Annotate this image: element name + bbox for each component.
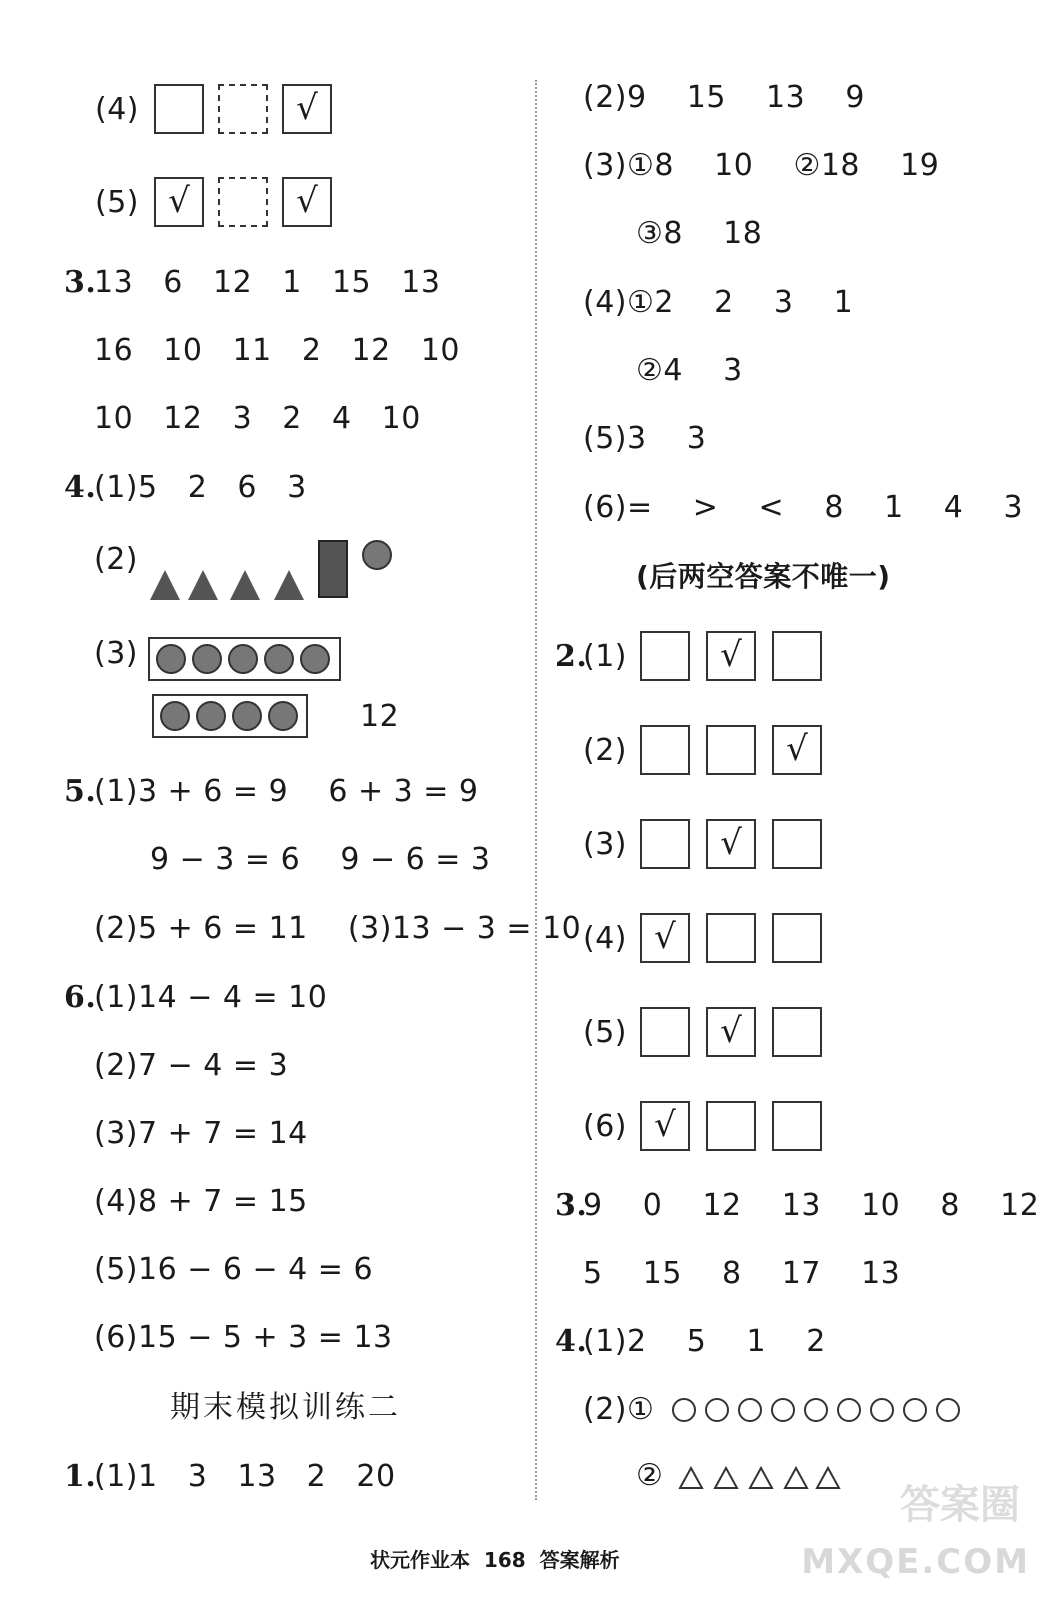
triangle-outline	[783, 1466, 809, 1490]
q2-label-5: (5)	[583, 1015, 627, 1050]
question-1-number: 1.	[64, 1459, 97, 1494]
circle-shape	[196, 701, 226, 731]
page-footer: 状元作业本 168 答案解析	[370, 1548, 620, 1572]
answer-box	[706, 725, 756, 775]
right-part-3: (3)①8 10 ②18 19	[583, 148, 940, 183]
answer-box-checked: √	[772, 725, 822, 775]
question-3-number-right: 3.	[555, 1188, 588, 1223]
right-part-3b: ③8 18	[636, 216, 763, 251]
q6-part-2: (2)7 − 4 = 3	[94, 1048, 289, 1083]
q2-label-2: (2)	[583, 733, 627, 768]
q4-part-1: (1)5 2 6 3	[94, 470, 307, 505]
circle-outline	[738, 1398, 762, 1422]
q4-right-part-1: (1)2 5 1 2	[583, 1324, 826, 1359]
question-5-number: 5.	[64, 774, 97, 809]
triangle-shape	[188, 570, 218, 600]
right-part-4: (4)①2 2 3 1	[583, 285, 854, 320]
q2-label-4: (4)	[583, 921, 627, 956]
answer-box	[706, 913, 756, 963]
answer-box	[772, 819, 822, 869]
answer-box-checked: √	[640, 1101, 690, 1151]
answer-box	[154, 84, 204, 134]
circle-shape	[156, 644, 186, 674]
answer-box-checked: √	[640, 913, 690, 963]
question-6-number: 6.	[64, 980, 97, 1015]
answer-box-checked: √	[706, 631, 756, 681]
q4-right-part-2b: ②	[636, 1458, 664, 1493]
answer-box	[640, 819, 690, 869]
right-part-5: (5)3 3	[583, 421, 707, 456]
q3-line-3: 10 12 3 2 4 10	[94, 401, 421, 436]
answer-box	[772, 1007, 822, 1057]
q6-part-1: (1)14 − 4 = 10	[94, 980, 328, 1015]
q6-part-3: (3)7 + 7 = 14	[94, 1116, 308, 1151]
q3-right-line-1: 9 0 12 13 10 8 12	[583, 1188, 1040, 1223]
circle-outline	[870, 1398, 894, 1422]
circle-outline	[672, 1398, 696, 1422]
q4-part-3-answer: 12	[360, 699, 400, 734]
circle-shape	[300, 644, 330, 674]
q6-part-6: (6)15 − 5 + 3 = 13	[94, 1320, 393, 1355]
watermark-logo: 答案圈	[900, 1482, 1020, 1528]
q4-part-3-label: (3)	[94, 636, 138, 671]
question-4-number-right: 4.	[555, 1324, 588, 1359]
circle-outline	[903, 1398, 927, 1422]
circle-shape	[232, 701, 262, 731]
q2-label-6: (6)	[583, 1109, 627, 1144]
watermark: MXQE.COM	[801, 1542, 1030, 1582]
answer-box	[706, 1101, 756, 1151]
answer-box	[772, 1101, 822, 1151]
right-part-6: (6)= > < 8 1 4 3	[583, 490, 1024, 525]
answer-box	[218, 84, 268, 134]
triangle-shape	[230, 570, 260, 600]
triangle-outline	[678, 1466, 704, 1490]
question-3-number: 3.	[64, 265, 97, 300]
q6-part-5: (5)16 − 6 − 4 = 6	[94, 1252, 374, 1287]
rectangle-shape	[318, 540, 348, 598]
triangle-shape	[274, 570, 304, 600]
answer-box-checked: √	[282, 84, 332, 134]
q6-part-4: (4)8 + 7 = 15	[94, 1184, 308, 1219]
q3-line-1: 13 6 12 1 15 13	[94, 265, 441, 300]
answer-box	[640, 1007, 690, 1057]
answer-box	[218, 177, 268, 227]
q3-line-2: 16 10 11 2 12 10	[94, 333, 460, 368]
left-row-4-label: (4)	[95, 92, 139, 127]
circle-outline	[771, 1398, 795, 1422]
circle-shape	[160, 701, 190, 731]
answer-box	[640, 725, 690, 775]
q3-right-line-2: 5 15 8 17 13	[583, 1256, 901, 1291]
circle-shape	[268, 701, 298, 731]
triangle-shape	[150, 570, 180, 600]
circle-outline	[804, 1398, 828, 1422]
triangle-outline	[748, 1466, 774, 1490]
right-part-4b: ②4 3	[636, 353, 743, 388]
circle-shape	[192, 644, 222, 674]
circle-shape	[228, 644, 258, 674]
question-4-number: 4.	[64, 470, 97, 505]
question-2-number: 2.	[555, 639, 588, 674]
q2-label-3: (3)	[583, 827, 627, 862]
column-divider	[535, 80, 537, 1500]
section-title: 期末模拟训练二	[170, 1390, 401, 1425]
q5-part-2-3: (2)5 + 6 = 11 (3)13 − 3 = 10	[94, 911, 582, 946]
circle-outline	[705, 1398, 729, 1422]
answer-box	[772, 913, 822, 963]
q4-right-part-2: (2)①	[583, 1392, 655, 1427]
q4-part-2-label: (2)	[94, 542, 138, 577]
right-part-2: (2)9 15 13 9	[583, 80, 865, 115]
circle-outline	[837, 1398, 861, 1422]
q5-part-1: (1)3 + 6 = 9 6 + 3 = 9	[94, 774, 479, 809]
answer-box-checked: √	[282, 177, 332, 227]
q1-part-1: (1)1 3 13 2 20	[94, 1459, 396, 1494]
answer-box-checked: √	[706, 1007, 756, 1057]
answer-box-checked: √	[706, 819, 756, 869]
circle-outline	[936, 1398, 960, 1422]
answer-box	[640, 631, 690, 681]
triangle-outline	[815, 1466, 841, 1490]
left-row-5-label: (5)	[95, 185, 139, 220]
answer-box	[772, 631, 822, 681]
answer-box-checked: √	[154, 177, 204, 227]
triangle-outline	[713, 1466, 739, 1490]
circle-shape	[264, 644, 294, 674]
circle-shape	[362, 540, 392, 570]
q2-label-1: (1)	[583, 639, 627, 674]
q5-part-1b: 9 − 3 = 6 9 − 6 = 3	[150, 842, 491, 877]
answer-note: (后两空答案不唯一)	[636, 560, 891, 593]
